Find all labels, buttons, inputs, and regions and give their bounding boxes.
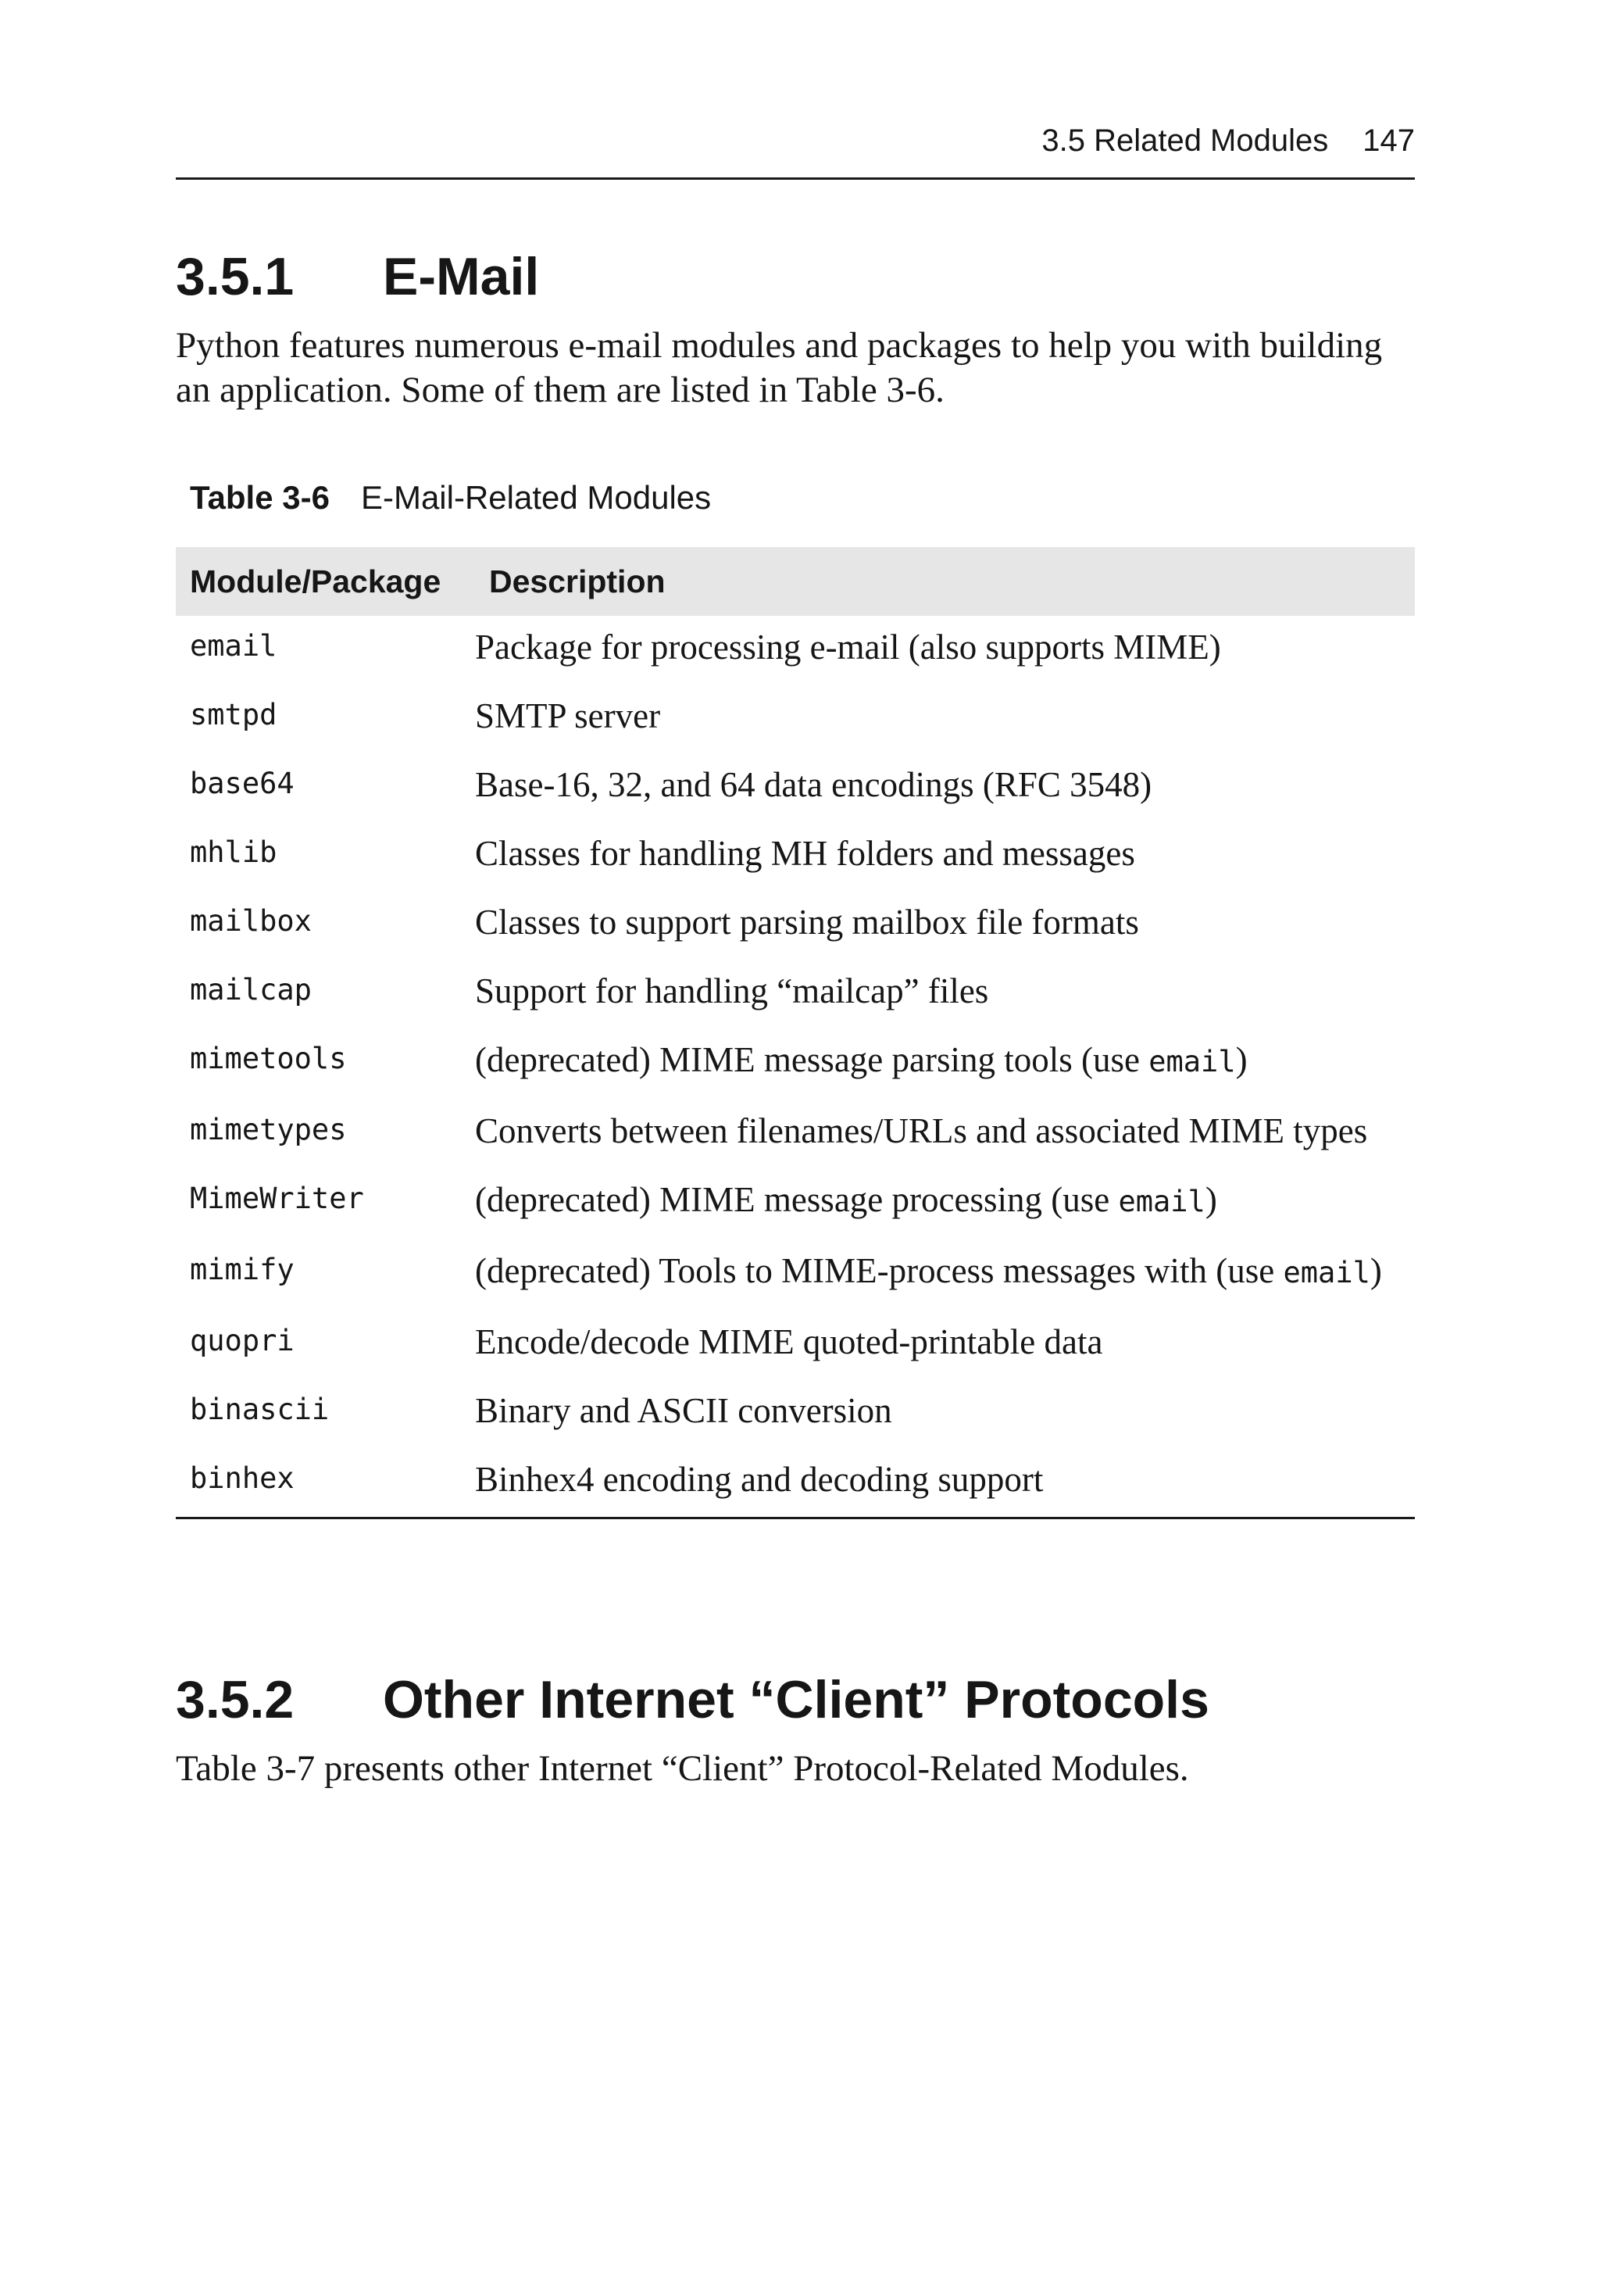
table-row (176, 1028, 1415, 1100)
table-row (176, 1311, 1415, 1379)
module-name: base64 (190, 767, 295, 800)
module-name: mimetypes (190, 1113, 347, 1146)
running-header (176, 117, 1415, 164)
module-description (475, 1168, 1415, 1239)
section-title: Other Internet “Client” Protocols (383, 1670, 1209, 1729)
module-description: Classes to support parsing mailbox file formats (475, 903, 1139, 942)
module-name: binascii (190, 1393, 330, 1426)
module-name: mimetools (190, 1042, 347, 1075)
table-row (176, 822, 1415, 891)
table-row (176, 960, 1415, 1028)
column-header-description: Description (475, 547, 1415, 616)
module-description: Binary and ASCII conversion (475, 1391, 892, 1430)
section-paragraph: Python features numerous e-mail modules and packages to help you with building an application. Some of them are listed in Table 3-6. (176, 325, 1383, 410)
description-suffix: ) (1205, 1180, 1217, 1219)
table-row (176, 1379, 1415, 1448)
description-code: email (1118, 1185, 1205, 1218)
module-description: Binhex4 encoding and decoding support (475, 1460, 1044, 1499)
table-row (176, 1239, 1415, 1311)
module-name: mailbox (190, 904, 312, 938)
module-description: Support for handling “mailcap” files (475, 971, 989, 1010)
description-suffix: ) (1370, 1251, 1382, 1290)
section-paragraph: Table 3-7 presents other Internet “Client” Protocol-Related Modules. (176, 1748, 1189, 1789)
module-name: smtpd (190, 698, 277, 731)
table-row (176, 1100, 1415, 1168)
module-description: Converts between filenames/URLs and associated MIME types (475, 1111, 1368, 1150)
module-description (475, 1028, 1415, 1100)
running-header-section: 3.5 Related Modules (1041, 123, 1329, 158)
table-row (176, 1168, 1415, 1239)
table-bottom-rule (176, 1517, 1415, 1519)
module-name: binhex (190, 1461, 295, 1495)
module-description: Package for processing e-mail (also supports MIME) (475, 628, 1221, 667)
description-text: (deprecated) MIME message parsing tools (use (475, 1040, 1149, 1079)
modules-table-wrap (176, 547, 1415, 1519)
description-suffix: ) (1235, 1040, 1248, 1079)
modules-table (176, 547, 1415, 1517)
column-header-module: Module/Package (176, 547, 475, 616)
module-description: SMTP server (475, 696, 661, 735)
table-row (176, 891, 1415, 960)
section-number: 3.5.2 (176, 1670, 295, 1729)
table-caption-title: E-Mail-Related Modules (360, 479, 712, 516)
table-row (176, 753, 1415, 822)
table-header-row (176, 547, 1415, 616)
module-name: mimify (190, 1253, 295, 1286)
table-caption-label: Table 3-6 (190, 479, 330, 516)
description-code: email (1283, 1256, 1370, 1289)
section-number: 3.5.1 (176, 247, 295, 306)
description-code: email (1148, 1045, 1236, 1078)
table-caption (190, 474, 711, 521)
description-text: (deprecated) MIME message processing (use (475, 1180, 1119, 1219)
module-name: email (190, 629, 277, 663)
table-row (176, 685, 1415, 753)
module-description: Encode/decode MIME quoted-printable data (475, 1322, 1103, 1361)
module-name: mailcap (190, 973, 312, 1007)
module-description: Base-16, 32, and 64 data encodings (RFC 3548) (475, 765, 1152, 804)
section-heading-email (176, 245, 539, 308)
description-text: (deprecated) Tools to MIME-process messages with (use (475, 1251, 1284, 1290)
section-title: E-Mail (383, 247, 540, 306)
module-name: MimeWriter (190, 1182, 364, 1215)
table-row (176, 616, 1415, 685)
module-name: quopri (190, 1324, 295, 1357)
table-row (176, 1448, 1415, 1517)
module-description (475, 1239, 1415, 1311)
header-rule (176, 177, 1415, 180)
module-description: Classes for handling MH folders and messages (475, 834, 1135, 873)
module-name: mhlib (190, 835, 277, 869)
page-number: 147 (1362, 123, 1415, 158)
section-heading-other-protocols (176, 1668, 1209, 1731)
